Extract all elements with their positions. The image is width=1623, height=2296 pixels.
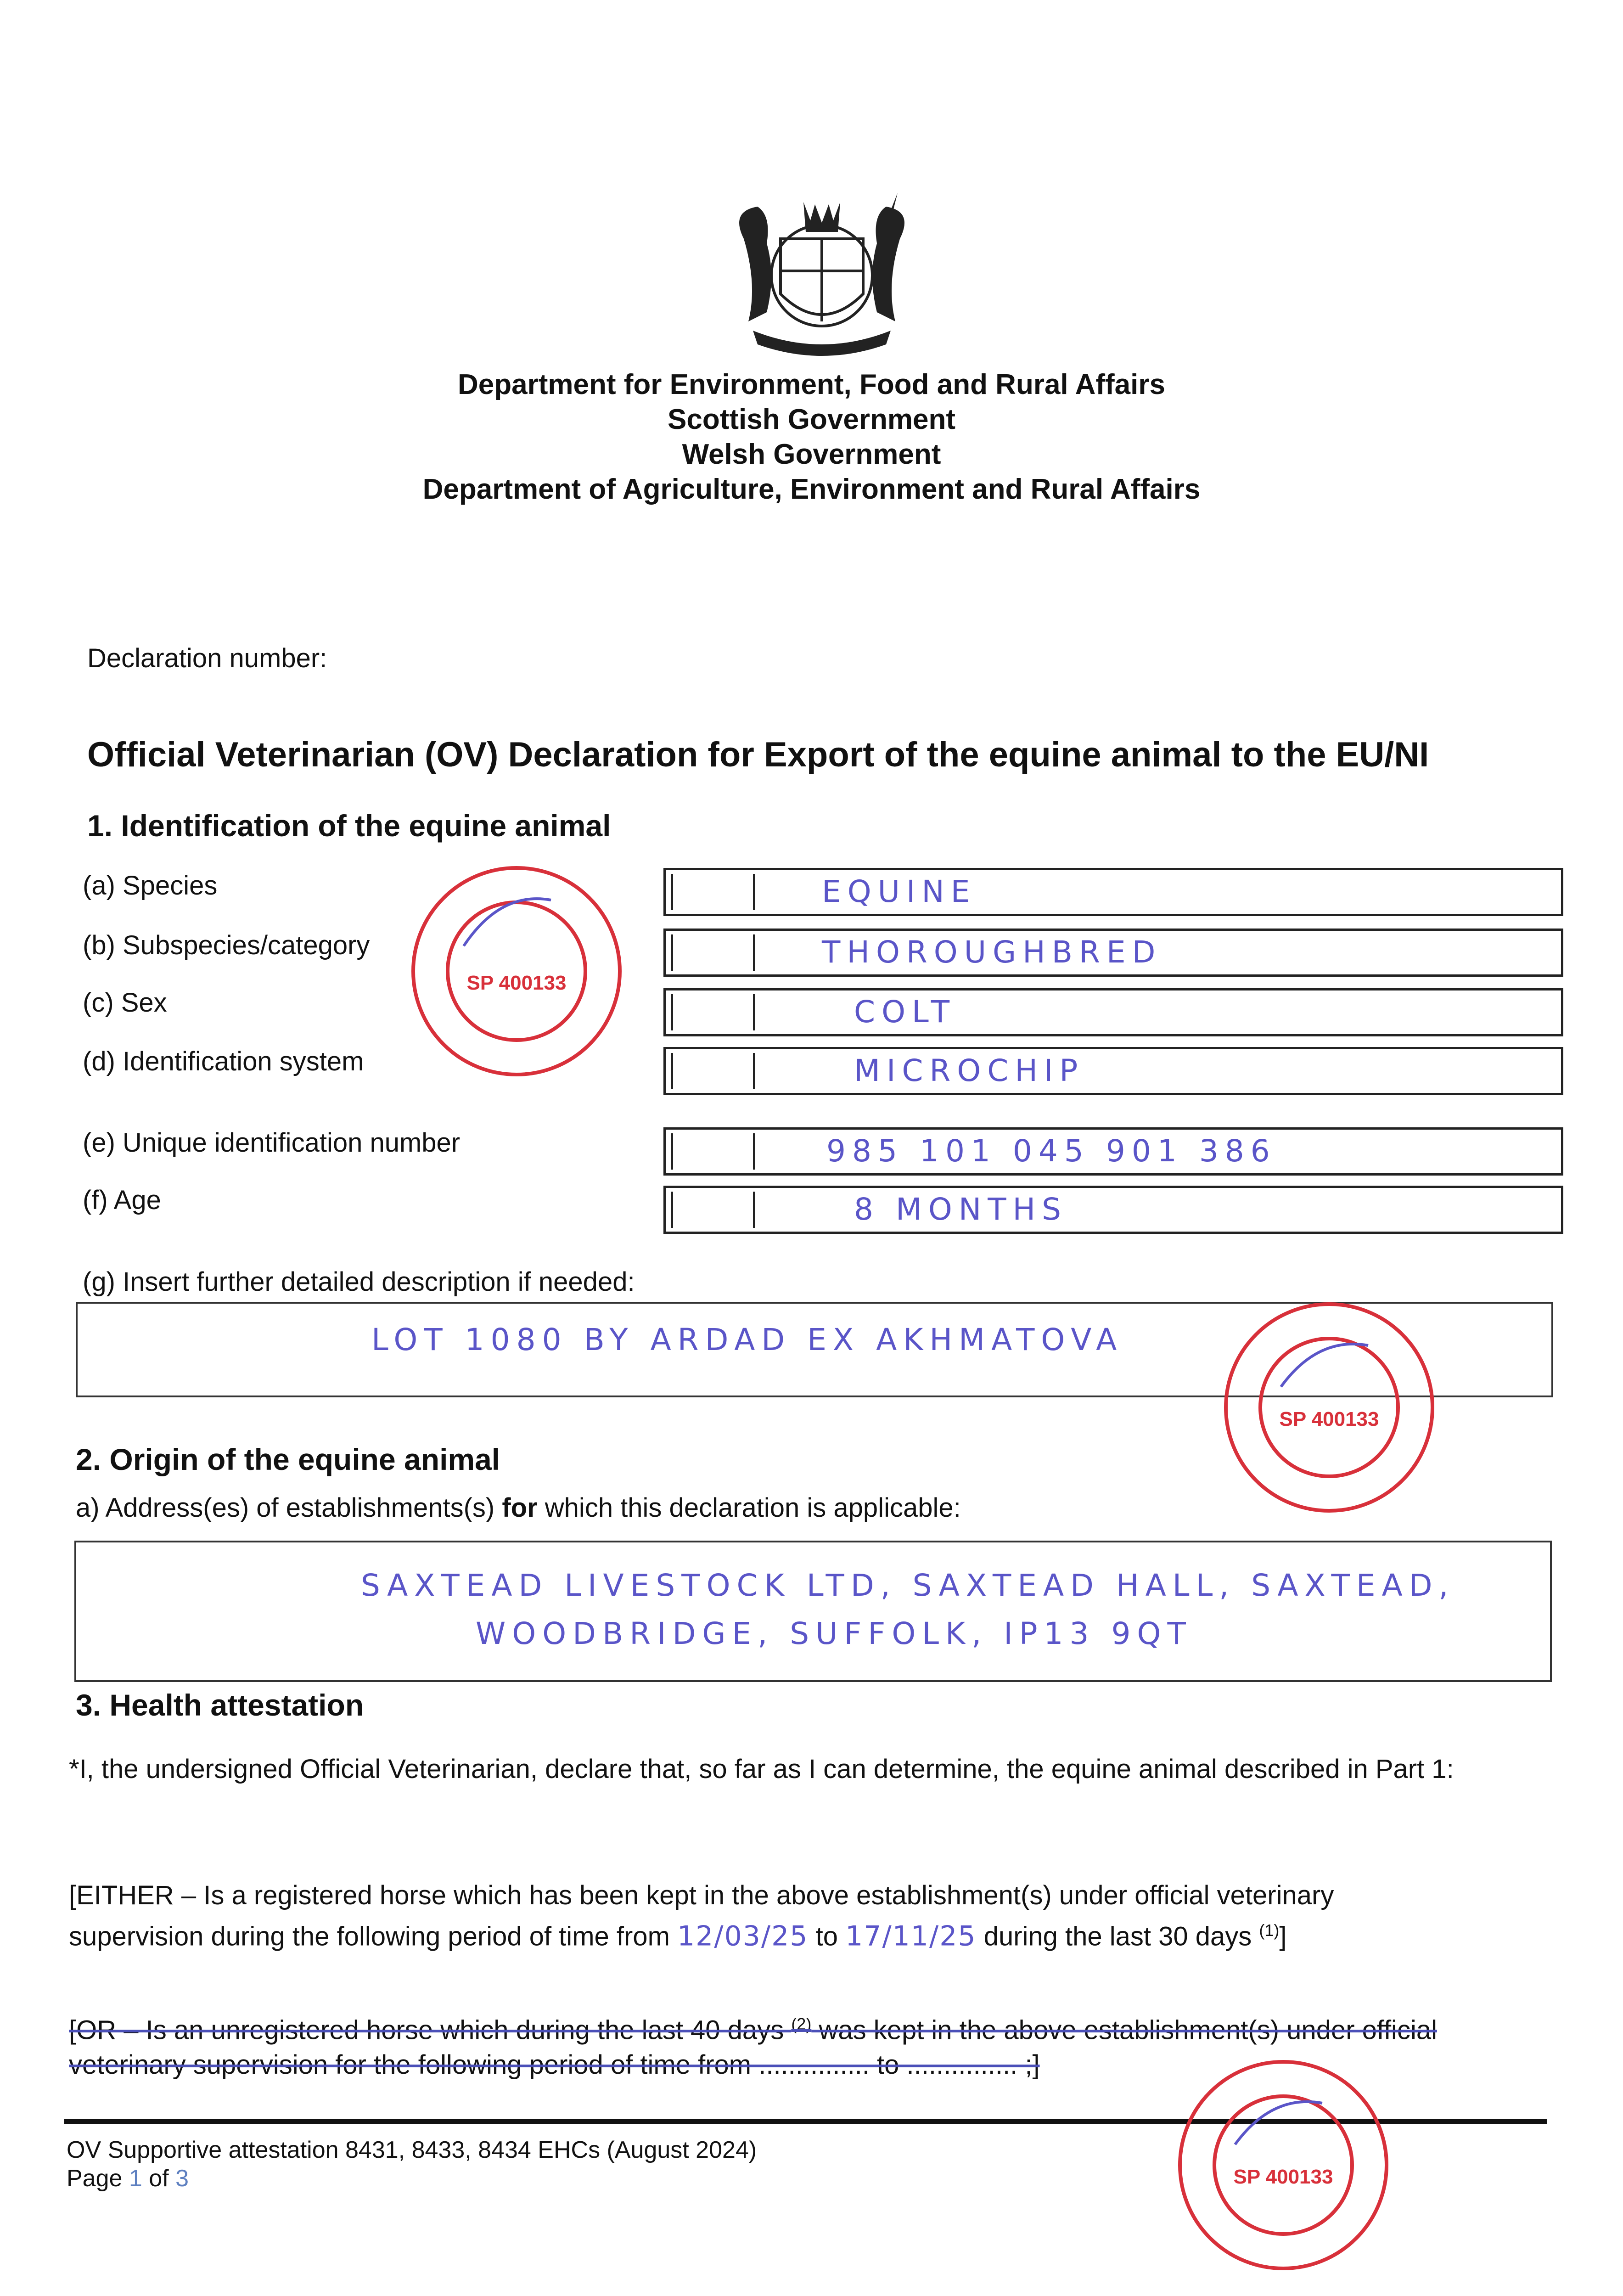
section2-heading: 2. Origin of the equine animal [76, 1442, 500, 1476]
sex-value: COLT [854, 994, 956, 1030]
subspecies-value: THOROUGHBRED [822, 934, 1162, 970]
species-field[interactable] [663, 868, 1563, 916]
address-line1: SAXTEAD LIVESTOCK LTD, SAXTEAD HALL, SAXTEAD, [361, 1568, 1455, 1603]
section2-sub-bold: for [502, 1493, 538, 1523]
species-label: (a) Species [83, 871, 218, 900]
or-line1 [69, 2007, 1547, 2048]
species-value: EQUINE [822, 874, 977, 909]
either-footnote-ref: (1) [1259, 1921, 1280, 1940]
either-post-text: during the last 30 days [976, 1921, 1259, 1952]
section1-heading: 1. Identification of the equine animal [87, 809, 611, 843]
sex-label: (c) Sex [83, 988, 167, 1018]
subspecies-field[interactable] [663, 929, 1563, 977]
or-line1-a: [OR – Is an unregistered horse which during the last 40 days [69, 2015, 792, 2045]
either-end-bracket: ] [1279, 1921, 1287, 1952]
unique-id-value: 985 101 045 901 386 [826, 1133, 1276, 1169]
age-value: 8 MONTHS [854, 1192, 1068, 1227]
age-label: (f) Age [83, 1185, 161, 1215]
stamp-number-3: SP 400133 [1233, 2166, 1333, 2188]
attestation-paragraph: *I, the undersigned Official Veterinarian, declare that, so far as I can determine, the equine animal described in Part 1: [69, 1754, 1454, 1784]
or-footnote-ref: (2) [791, 2015, 812, 2033]
section3-heading: 3. Health attestation [76, 1688, 364, 1722]
stamp-number: SP 400133 [466, 972, 567, 994]
address-line2: WOODBRIDGE, SUFFOLK, IP13 9QT [476, 1616, 1192, 1651]
identification-system-field[interactable] [663, 1047, 1563, 1095]
identification-system-label: (d) Identification system [83, 1047, 364, 1076]
further-description-label: (g) Insert further detailed description if needed: [83, 1267, 635, 1297]
age-field[interactable] [663, 1186, 1563, 1234]
either-clause [69, 1878, 1547, 1954]
header-line-scottish-gov: Scottish Government [668, 404, 955, 435]
header-line-welsh-gov: Welsh Government [682, 439, 941, 470]
either-to-date[interactable]: 17/11/25 [845, 1920, 977, 1953]
royal-coat-of-arms-logo [716, 184, 927, 358]
either-line1: [EITHER – Is a registered horse which has been kept in the above establishment(s) under official veterinary [69, 1880, 1334, 1910]
declaration-number-label: Declaration number: [87, 643, 327, 673]
subspecies-label: (b) Subspecies/category [83, 930, 370, 960]
page-title: Official Veterinarian (OV) Declaration for Export of the equine animal to the EU/NI [87, 735, 1429, 774]
or-line2: veterinary supervision for the following period of time from ............... to ............... ;] [69, 2050, 1040, 2080]
identification-system-value: MICROCHIP [854, 1053, 1084, 1088]
header-line-defra: Department for Environment, Food and Rural Affairs [458, 369, 1165, 400]
section2-sub-prefix: a) Address(es) of establishments(s) [76, 1493, 502, 1523]
header-line-daera: Department of Agriculture, Environment and Rural Affairs [422, 473, 1201, 505]
unique-id-label: (e) Unique identification number [83, 1128, 461, 1158]
either-from-date[interactable]: 12/03/25 [677, 1920, 809, 1953]
unique-id-field[interactable] [663, 1127, 1563, 1176]
stamp-number-2: SP 400133 [1279, 1408, 1379, 1430]
or-line1-b: was kept in the above establishment(s) under official [811, 2015, 1437, 2045]
page-total: 3 [175, 2165, 189, 2192]
official-veterinarian-stamp-3 [1175, 2057, 1391, 2273]
page-of: of [142, 2165, 176, 2192]
either-to-text: to [808, 1921, 846, 1952]
footer-page-number [67, 2164, 189, 2193]
official-veterinarian-stamp [409, 863, 624, 1079]
footer-form-id: OV Supportive attestation 8431, 8433, 8434 EHCs (August 2024) [67, 2137, 757, 2163]
page-current: 1 [129, 2165, 142, 2192]
official-veterinarian-stamp-2 [1221, 1300, 1437, 1515]
section2-subheading [76, 1492, 961, 1523]
address-field[interactable] [74, 1541, 1552, 1682]
either-from-text: supervision during the following period of time from [69, 1921, 677, 1952]
sex-field[interactable] [663, 988, 1563, 1036]
page-prefix: Page [67, 2165, 129, 2192]
section2-sub-suffix: which this declaration is applicable: [537, 1493, 961, 1523]
further-description-value: LOT 1080 BY ARDAD EX AKHMATOVA [371, 1322, 1123, 1357]
either-line2 [69, 1913, 1547, 1954]
